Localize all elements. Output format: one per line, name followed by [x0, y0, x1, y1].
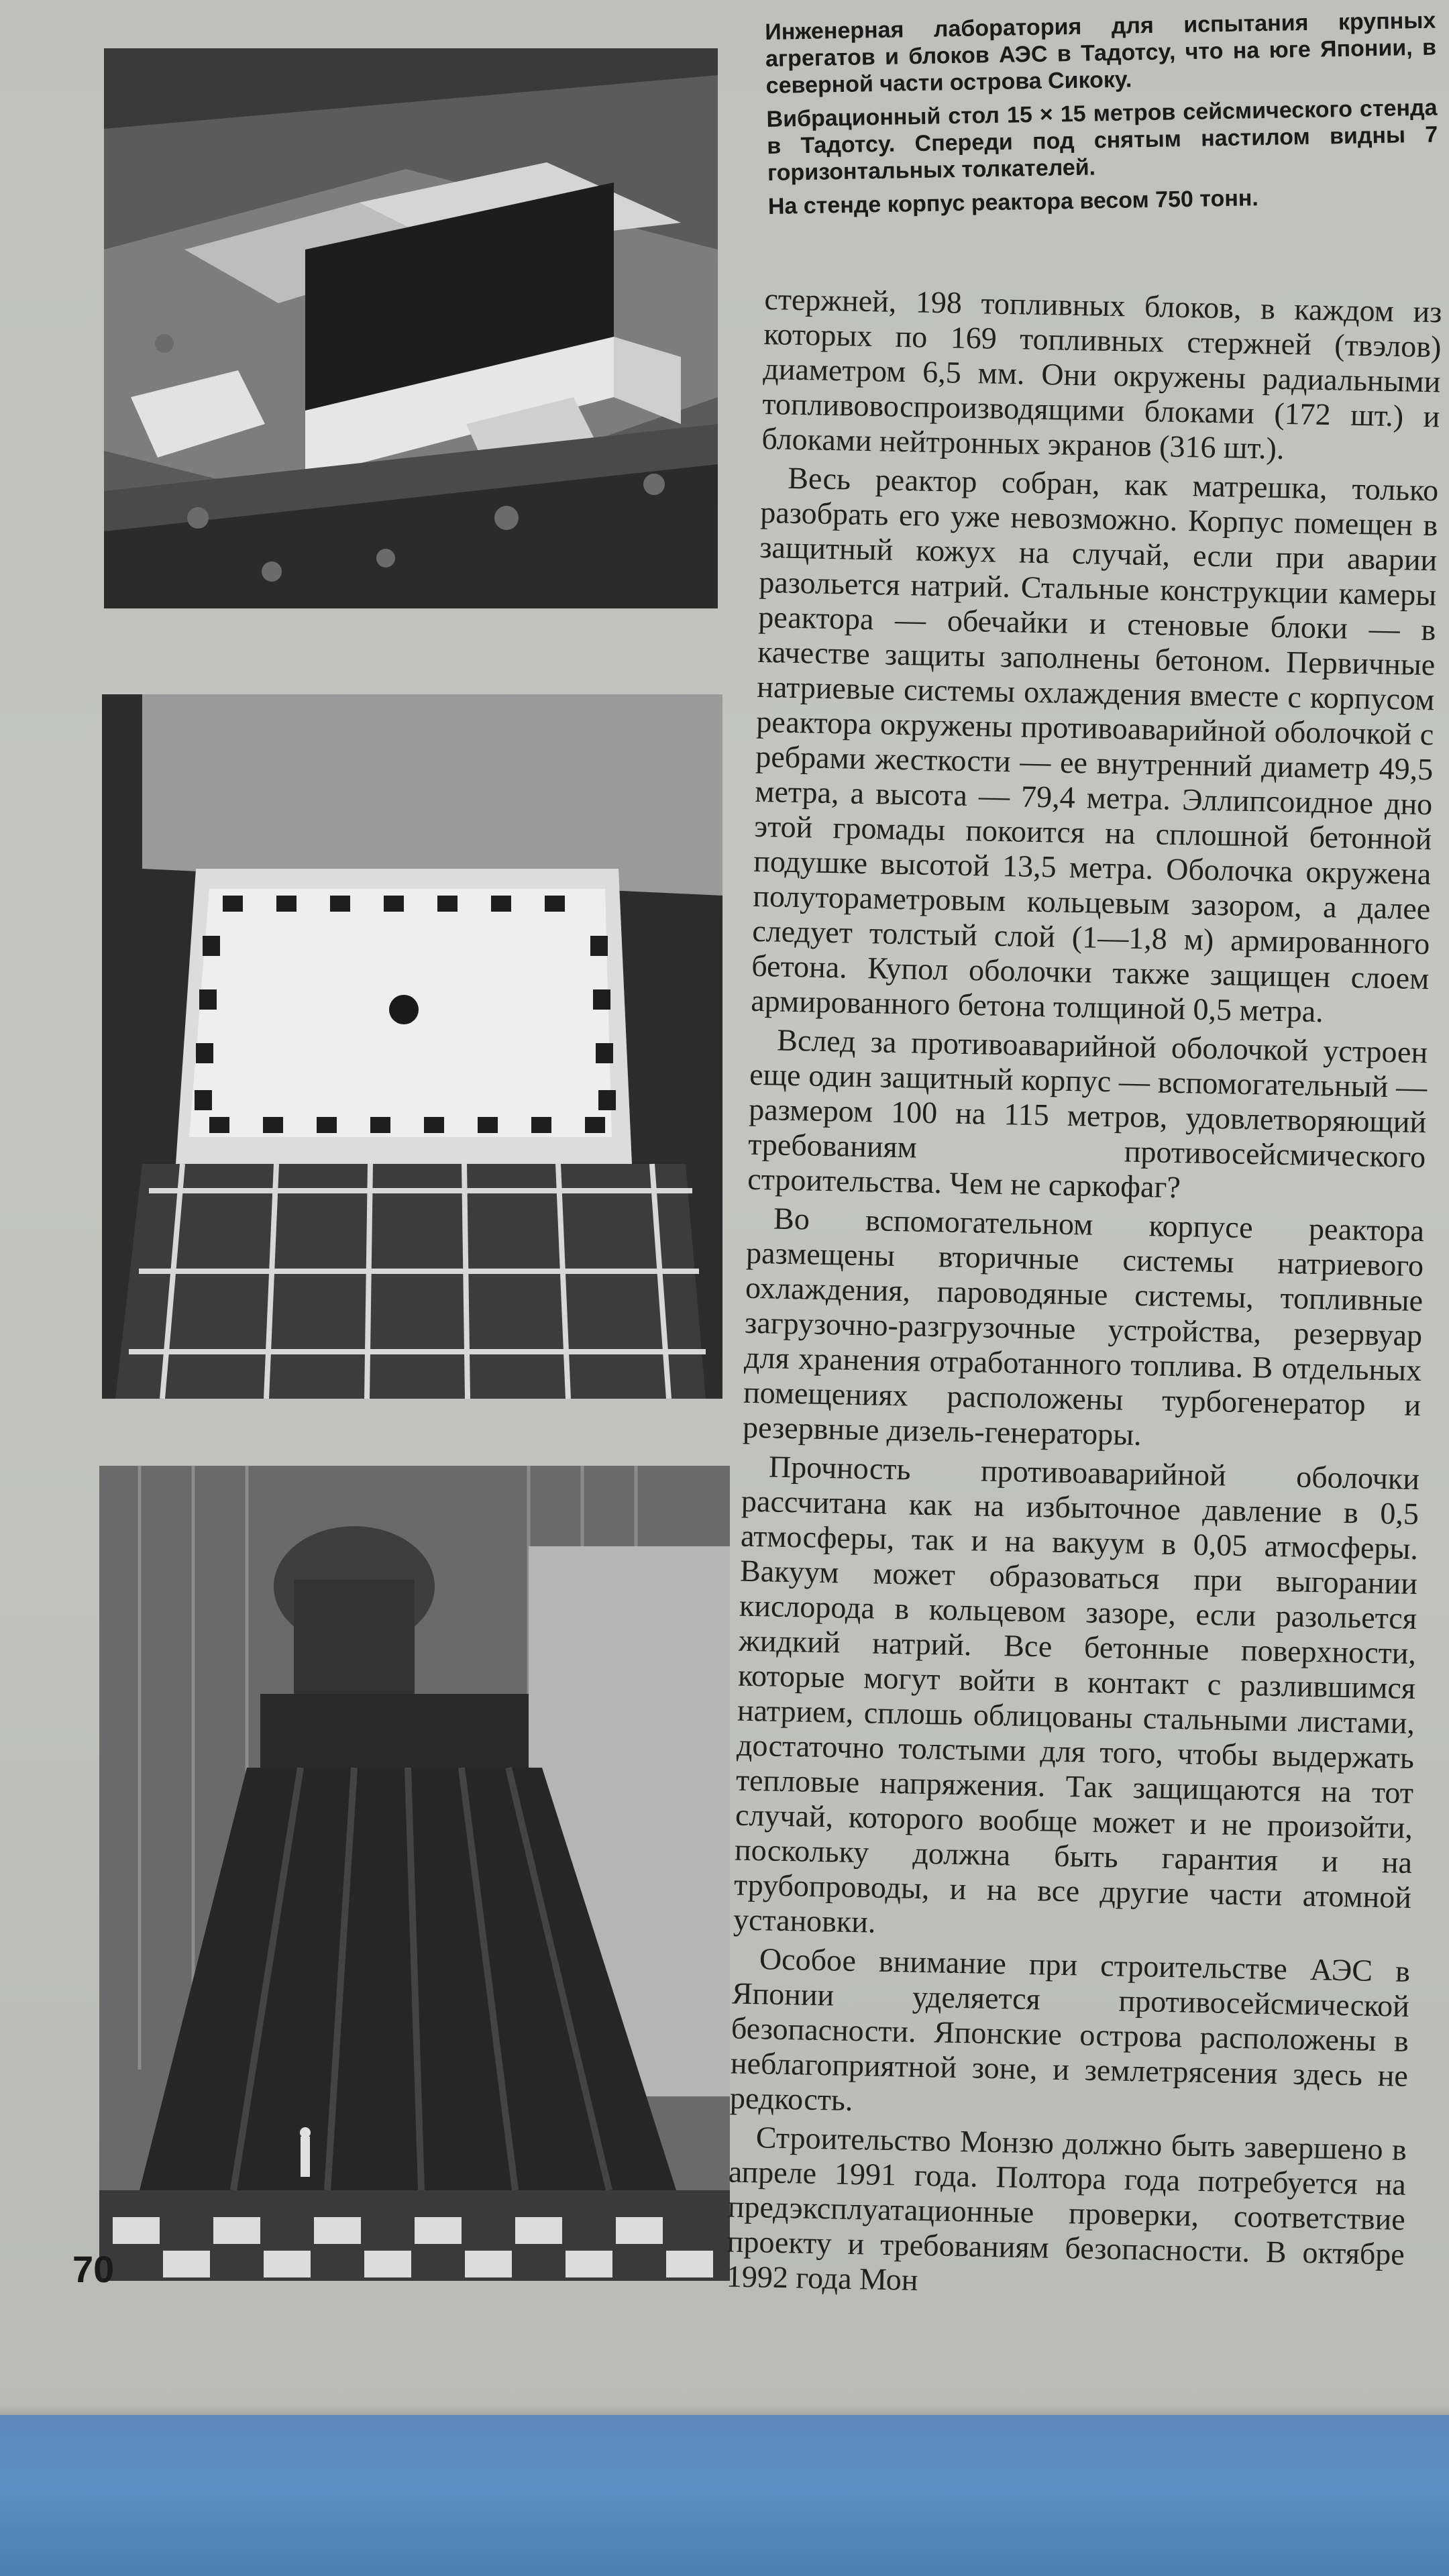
photo-captions: [765, 7, 1439, 227]
paragraph: Весь реактор собран, как матрешка, только разобрать его уже невозможно. Корпус помещен в защитный кожух на случай, если при аварии разольется натрий. Стальные конструкции камеры реактора — обечайки и стеновые блоки — в качестве защиты заполнены бетоном. Первичные натриевые системы охлаждения вместе с корпусом реактора окружены противоаварийной оболочкой с ребрами жесткости — ее внутренний диаметр 49,5 метра, а высота — 79,4 метра. Эллипсоидное дно этой громады покоится на сплошной бетонной подушке высотой 13,5 метра. Оболочка окружена полутораметровым кольцевым зазором, а далее следует толстый слой (1—1,8 м) армированного бетона. Купол оболочки также защищен слоем армированного бетона толщиной 0,5 метра.: [750, 460, 1439, 1029]
paragraph: стержней, 198 топливных блоков, в каждом из которых по 169 топливных стержней (твэлов) диаметром 6,5 мм. Они окружены радиальными топливовоспроизводящими блоками (172 шт.) и блоками нейтронных экранов (316 шт.).: [761, 282, 1442, 466]
caption-reactor-vessel: На стенде корпус реактора весом 750 тонн.: [767, 185, 1259, 219]
paragraph: Вслед за противоаварийной оболочкой устроен еще один защитный корпус — вспомогательный — размером 100 на 115 метров, удовлетворяющий требованиям противосейсмического строительства. Чем не саркофаг?: [747, 1022, 1428, 1205]
page-number: 70: [72, 2248, 115, 2290]
caption-laboratory: Инженерная лаборатория для испытания крупных агрегатов и блоков АЭС в Тадотсу, что на юге Японии, в северной части острова Сикоку.: [765, 7, 1437, 99]
caption-vibration-table: Вибрационный стол 15 × 15 метров сейсмического стенда в Тадотсу. Спереди под снятым настилом видны 7 горизонтальных толкателей.: [766, 95, 1438, 186]
paragraph: Особое внимание при строительстве АЭС в Японии уделяется противосейсмической безопасности. Японские острова расположены в неблагоприятной зоне, и землетрясения здесь не редкость.: [729, 1941, 1411, 2118]
article-body: [726, 282, 1442, 2311]
photo-engineering-laboratory: [104, 48, 718, 608]
paragraph: Во вспомогательном корпусе реактора размещены вторичные системы натриевого охлаждения, пароводяные системы, топливные загрузочно-разгрузочные устройства, резервуар для хранения отработанного топлива. В отдельных помещениях расположены турбогенератор и резервные дизель-генераторы.: [742, 1201, 1425, 1452]
blue-fabric-background: [0, 2415, 1449, 2576]
paragraph: Строительство Монзю должно быть завершено в апреле 1991 года. Полтора года потребуется на предэксплуатационные проверки, соответствие проекту и требованиям безопасности. В октябре 1992 года Мон: [726, 2120, 1407, 2297]
photo-reactor-vessel: [99, 1466, 730, 2281]
photo-vibration-table: [102, 694, 722, 1399]
paragraph: Прочность противоаварийной оболочки рассчитана как на избыточное давление в 0,5 атмосферы, так и на вакуум в 0,05 атмосферы. Вакуум может образоваться при выгорании кислорода в кольцевом зазоре, если разольется жидкий натрий. Все бетонные поверхности, которые могут войти в контакт с разлившимся натрием, сплошь облицованы стальными листами, достаточно толстыми для того, чтобы выдержать тепловые напряжения. Так защищаются на тот случай, которого вообще может и не произойти, поскольку должна быть гарантия и на трубопроводы, и на все другие части атомной установки.: [733, 1449, 1420, 1939]
